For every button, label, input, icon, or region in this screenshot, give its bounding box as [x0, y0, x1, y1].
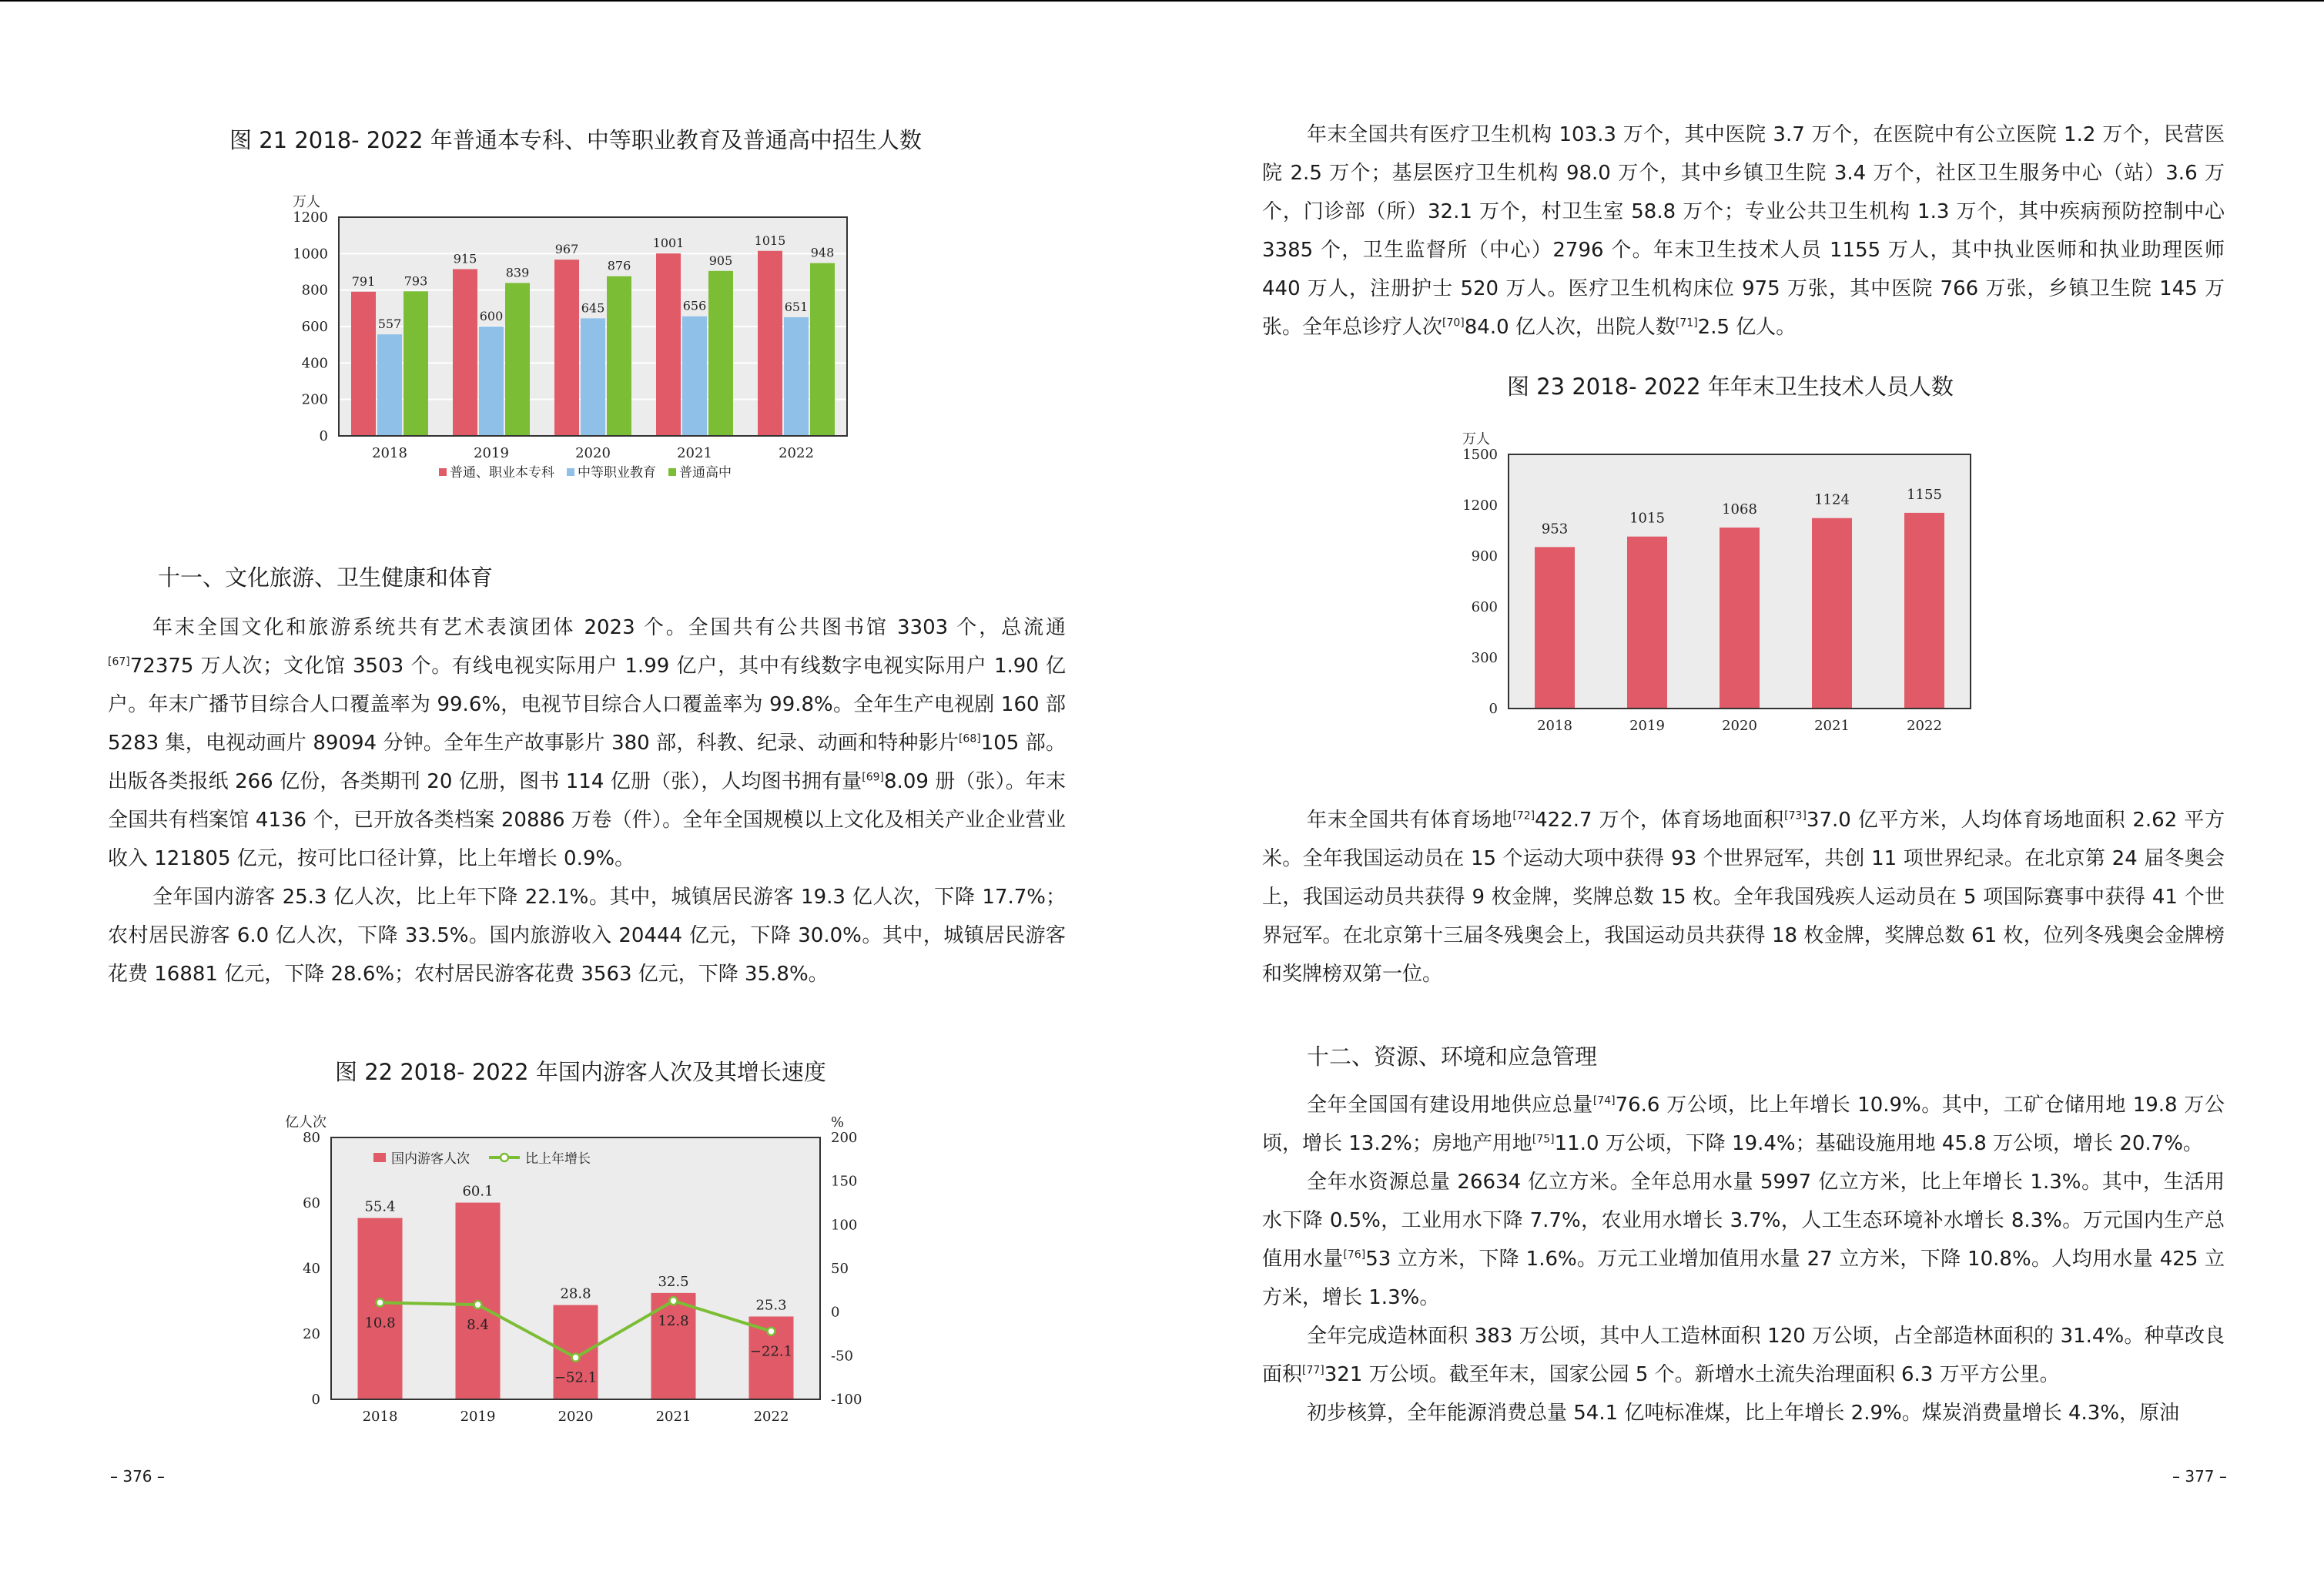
chart21-bar-label: 967 — [554, 242, 579, 257]
chart21-bar — [404, 291, 428, 436]
chart22-growth-point — [474, 1301, 482, 1308]
chart22-ytick: 40 — [303, 1261, 320, 1277]
page-number-left: – 376 – — [110, 1467, 165, 1486]
section12-heading: 十二、资源、环境和应急管理 — [1307, 1044, 1598, 1070]
footnote-72: [72] — [1512, 809, 1535, 822]
para-tourism: 全年国内游客 25.3 亿人次，比上年下降 22.1%。其中，城镇居民游客 19.3 亿人次，下降 17.7%；农村居民游客 6.0 亿人次，下降 33.5%。国内旅游收入 20444 亿元，下降 30.0%。其中，城镇居民游客花费 16881 亿元，下降 28.6%；农村居民游客花费 3563 亿元，下降 35.8%。 — [108, 886, 1066, 986]
chart21-legend-label: 中等职业教育 — [578, 465, 656, 481]
footnote-69: [69] — [862, 771, 885, 784]
chart22-growth-point — [572, 1354, 580, 1362]
chart21-bar-label: 1001 — [652, 236, 685, 251]
chart22-y2label: % — [831, 1114, 845, 1131]
chart22-bar-label: 55.4 — [364, 1198, 396, 1215]
chart21-bar-label: 1015 — [754, 233, 786, 248]
chart21-xtick: 2022 — [779, 445, 814, 461]
chart21-ytick: 0 — [319, 428, 328, 444]
chart22-xtick: 2021 — [655, 1409, 692, 1425]
para-water-s2: 53 立方米，下降 1.6%。万元工业增加值用水量 27 立方米，下降 10.8%。人均用水量 425 立方米，增长 1.3%。 — [1262, 1248, 2225, 1309]
chart22-ytick: 60 — [303, 1195, 320, 1211]
chart22-bar-label: 60.1 — [462, 1183, 494, 1200]
para-sports-s2: 422.7 万个，体育场地面积 — [1535, 809, 1785, 832]
chart21-legend-swatch — [668, 468, 676, 476]
para-land-s3: 11.0 万公顷，下降 19.4%；基础设施用地 45.8 万公顷，增长 20.7%。 — [1554, 1132, 2203, 1155]
chart21-bar-label: 656 — [682, 298, 707, 313]
chart21-bar-label: 557 — [377, 317, 402, 332]
chart21-bar — [810, 263, 835, 436]
chart23-bar-label: 1155 — [1907, 486, 1942, 503]
chart22-growth-label: 10.8 — [364, 1315, 396, 1332]
chart21-xtick: 2021 — [677, 445, 712, 461]
chart21-title: 图 21 2018- 2022 年普通本专科、中等职业教育及普通高中招生人数 — [229, 127, 922, 153]
chart21-bar — [377, 334, 402, 436]
chart21-bar — [708, 271, 733, 436]
chart22-y2tick: 50 — [831, 1261, 849, 1277]
chart23-xtick: 2019 — [1629, 718, 1665, 734]
chart23 — [1447, 424, 2001, 747]
para-forest-s2: 321 万公顷。截至年末，国家公园 5 个。新增水土流失治理面积 6.3 万平方公里。 — [1324, 1363, 2060, 1386]
para-energy: 初步核算，全年能源消费总量 54.1 亿吨标准煤，比上年增长 2.9%。煤炭消费量增长 4.3%，原油 — [1307, 1402, 2180, 1425]
para-water — [1262, 1163, 2225, 1317]
chart23-bar — [1904, 513, 1944, 709]
sports-body — [1262, 801, 2225, 993]
chart21-bar — [554, 260, 579, 436]
chart23-bar-label: 1068 — [1722, 501, 1757, 518]
chart22-title: 图 22 2018- 2022 年国内游客人次及其增长速度 — [335, 1059, 826, 1085]
chart21 — [285, 185, 901, 493]
chart21-legend-label: 普通高中 — [679, 465, 732, 481]
chart21-bar-label: 839 — [505, 265, 530, 280]
chart21-bar-label: 905 — [708, 253, 733, 268]
chart23-bar-label: 1124 — [1814, 491, 1850, 508]
chart23-ytick: 1200 — [1462, 498, 1498, 514]
chart22-y2tick: 150 — [831, 1173, 858, 1190]
chart22-xtick: 2018 — [362, 1409, 398, 1425]
para-culture-s2: 72375 万人次；文化馆 3503 个。有线电视实际用户 1.99 亿户，其中有线数字电视实际用户 1.90 亿户。年末广播节目综合人口覆盖率为 99.6%，电视节目综合人口覆盖率为 99.8%。全年生产电视剧 160 部 5283 集，电视动画片 89094 分钟。全年生产故事影片 380 部，科教、纪录、动画和特种影片 — [108, 655, 1066, 755]
chart21-bar-label: 915 — [453, 251, 477, 266]
chart21-bar — [581, 318, 605, 436]
chart22-growth-point — [670, 1297, 678, 1305]
chart22-y2tick: 0 — [831, 1304, 840, 1321]
chart21-bar — [784, 317, 809, 436]
chart21-ytick: 400 — [301, 355, 328, 372]
chart21-ytick: 200 — [301, 391, 328, 408]
chart23-ytick: 300 — [1471, 650, 1498, 666]
chart22 — [285, 1105, 886, 1429]
chart22-legend-swatch-bar — [373, 1153, 386, 1162]
chart21-xtick: 2019 — [474, 445, 509, 461]
chart23-xtick: 2018 — [1537, 718, 1572, 734]
para-sports-s1: 年末全国共有体育场地 — [1307, 809, 1513, 832]
chart23-ytick: 0 — [1488, 701, 1498, 717]
chart22-growth-point — [768, 1328, 775, 1335]
para-land-s1: 全年全国国有建设用地供应总量 — [1307, 1094, 1593, 1117]
para-health-s1: 年末全国共有医疗卫生机构 103.3 万个，其中医院 3.7 万个，在医院中有公立医院 1.2 万个，民营医院 2.5 万个；基层医疗卫生机构 98.0 万个，其中乡镇卫生院 3.4 万个，社区卫生服务中心（站）3.6 万个，门诊部（所）32.1 万个，村卫生室 58.8 万个；专业公共卫生机构 1.3 万个，其中疾病预防控制中心 3385 个，卫生监督所（中心）2796 个。年末卫生技术人员 1155 万人，其中执业医师和执业助理医师 440 万人，注册护士 520 万人。医疗卫生机构床位 975 万张，其中医院 766 万张，乡镇卫生院 145 万张。全年总诊疗人次 — [1262, 123, 2225, 339]
chart22-xtick: 2019 — [460, 1409, 496, 1425]
chart23-bar — [1720, 528, 1760, 709]
chart23-xtick: 2022 — [1907, 718, 1942, 734]
para-health-s3: 2.5 亿人。 — [1697, 316, 1797, 339]
para-culture-s1: 年末全国文化和旅游系统共有艺术表演团体 2023 个。全国共有公共图书馆 3303 个，总流通 — [152, 616, 1066, 639]
chart21-xtick: 2020 — [575, 445, 611, 461]
chart22-bar-label: 25.3 — [755, 1297, 787, 1314]
chart21-legend-label: 普通、职业本专科 — [450, 465, 554, 481]
chart21-ytick: 800 — [301, 282, 328, 299]
para-culture-s4: 8.09 册（张）。年末全国共有档案馆 4136 个，已开放各类档案 20886 万卷（件）。全年全国规模以上文化及相关产业企业营业收入 121805 亿元，按可比口径计算，比上年增长 0.9%。 — [108, 770, 1066, 870]
chart23-xtick: 2020 — [1722, 718, 1757, 734]
chart22-legend-label-line: 比上年增长 — [525, 1151, 591, 1167]
chart22-growth-label: −22.1 — [749, 1343, 793, 1360]
chart22-ylabel: 亿人次 — [285, 1114, 326, 1131]
para-health-s2: 84.0 亿人次，出院人数 — [1464, 316, 1676, 339]
chart21-bar-label: 876 — [607, 258, 631, 273]
chart21-ytick: 1000 — [293, 246, 328, 263]
chart21-bar-label: 793 — [404, 273, 428, 289]
page-number-right: – 377 – — [2172, 1467, 2227, 1486]
chart21-bar-label: 600 — [479, 309, 504, 323]
para-culture — [108, 608, 1066, 878]
para-health — [1262, 116, 2225, 347]
chart23-ytick: 1500 — [1462, 447, 1498, 463]
footnote-68: [68] — [958, 732, 981, 745]
chart23-title: 图 23 2018- 2022 年年末卫生技术人员人数 — [1507, 374, 1954, 400]
chart22-growth-label: 8.4 — [467, 1317, 489, 1334]
chart21-xtick: 2018 — [372, 445, 407, 461]
section12-body — [1262, 1086, 2225, 1432]
chart22-ytick: 80 — [303, 1130, 320, 1146]
chart21-legend-swatch — [567, 468, 574, 476]
chart22-ytick: 20 — [303, 1326, 320, 1342]
chart23-xtick: 2021 — [1814, 718, 1850, 734]
footnote-73: [73] — [1784, 809, 1807, 822]
chart21-bar — [656, 253, 681, 436]
chart22-y2tick: 200 — [831, 1130, 858, 1146]
chart21-bar-label: 645 — [581, 300, 605, 316]
footnote-76: [76] — [1343, 1248, 1366, 1261]
chart22-legend-marker — [501, 1154, 508, 1161]
chart22-bar-label: 28.8 — [560, 1285, 591, 1302]
chart22-y2tick: -50 — [831, 1348, 853, 1365]
chart22-y2tick: 100 — [831, 1217, 858, 1234]
footnote-74: [74] — [1592, 1094, 1616, 1107]
chart21-ytick: 1200 — [293, 209, 328, 226]
footnote-67: [67] — [108, 655, 130, 668]
chart23-bar-label: 1015 — [1629, 510, 1665, 527]
para-culture-s3: 105 部。出版各类报纸 266 亿份，各类期刊 20 亿册，图书 114 亿册（张），人均图书拥有量 — [108, 732, 1066, 793]
para-water-s1: 全年水资源总量 26634 亿立方米。全年总用水量 5997 亿立方米，比上年增长 1.3%。其中，生活用水下降 0.5%，工业用水下降 7.7%，农业用水增长 3.7%，人工生态环境补水增长 8.3%。万元国内生产总值用水量 — [1262, 1171, 2225, 1271]
chart21-bar — [479, 327, 504, 436]
chart22-growth-point — [377, 1298, 384, 1306]
chart23-bar — [1627, 537, 1667, 709]
para-sports-s3: 37.0 亿平方米，人均体育场地面积 2.62 平方米。全年我国运动员在 15 个运动大项中获得 93 个世界冠军，共创 11 项世界纪录。在北京第 24 届冬奥会上，我国运动员共获得 9 枚金牌，奖牌总数 15 枚。全年我国残疾人运动员在 5 项国际赛事中获得 41 个世界冠军。在北京第十三届冬残奥会上，我国运动员共获得 18 枚金牌，奖牌总数 61 枚，位列冬残奥会金牌榜和奖牌榜双第一位。 — [1262, 809, 2225, 986]
footnote-71: [71] — [1675, 317, 1698, 330]
para-sports — [1262, 801, 2225, 993]
chart21-bar — [505, 283, 530, 436]
right-page — [1162, 0, 2324, 1588]
chart21-bar-label: 651 — [784, 299, 809, 314]
chart22-ytick: 0 — [311, 1392, 320, 1408]
health-body — [1262, 116, 2225, 347]
para-land-s2: 76.6 万公顷，比上年增长 10.9%。其中，工矿仓储用地 19.8 万公顷，增长 13.2%；房地产用地 — [1262, 1094, 2225, 1155]
chart21-bar — [351, 292, 376, 436]
chart21-legend-swatch — [439, 468, 447, 476]
chart23-ytick: 900 — [1471, 548, 1498, 565]
chart21-bar — [682, 317, 707, 436]
section11-body — [108, 608, 1066, 993]
chart23-bar-label: 953 — [1541, 521, 1569, 538]
chart22-bar — [358, 1218, 403, 1399]
chart21-bar — [758, 251, 782, 436]
footnote-75: [75] — [1532, 1133, 1555, 1146]
footnote-70: [70] — [1442, 317, 1465, 330]
chart23-ylabel: 万人 — [1462, 431, 1490, 447]
para-forest — [1262, 1317, 2225, 1394]
chart22-growth-label: 12.8 — [658, 1313, 689, 1330]
chart23-ytick: 600 — [1471, 599, 1498, 615]
para-forest-s1: 全年完成造林面积 383 万公顷，其中人工造林面积 120 万公顷，占全部造林面积的 31.4%。种草改良面积 — [1262, 1325, 2225, 1386]
chart22-xtick: 2020 — [558, 1409, 594, 1425]
chart21-ytick: 600 — [301, 319, 328, 335]
section11-heading: 十一、文化旅游、卫生健康和体育 — [158, 565, 494, 591]
chart22-legend-label-bar: 国内游客人次 — [391, 1151, 470, 1167]
chart21-bar — [453, 269, 477, 436]
chart21-bar-label: 791 — [351, 273, 376, 289]
para-land — [1262, 1086, 2225, 1163]
chart21-ylabel: 万人 — [293, 194, 320, 210]
chart22-bar-label: 32.5 — [658, 1273, 689, 1290]
chart21-bar — [607, 276, 631, 436]
chart22-xtick: 2022 — [753, 1409, 789, 1425]
footnote-77: [77] — [1302, 1364, 1324, 1377]
chart23-bar — [1812, 518, 1852, 709]
chart23-bar — [1535, 547, 1575, 709]
chart22-y2tick: -100 — [831, 1392, 862, 1408]
chart22-growth-label: −52.1 — [554, 1369, 598, 1386]
chart21-bar-label: 948 — [810, 245, 835, 260]
